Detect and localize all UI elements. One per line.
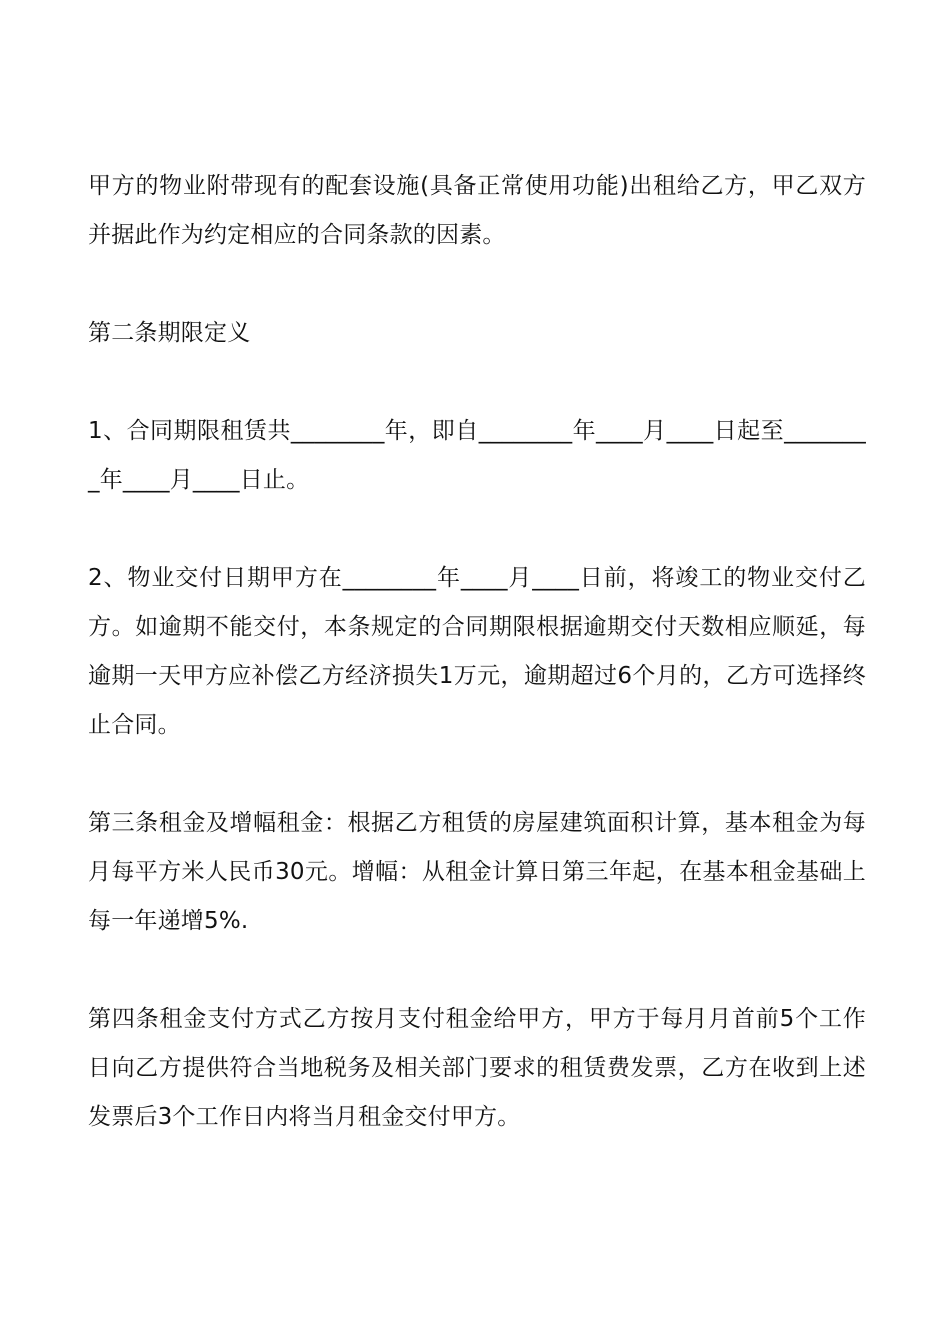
- paragraph-facilities: 甲方的物业附带现有的配套设施(具备正常使用功能)出租给乙方，甲乙双方并据此作为约定相应的合同条款的因素。: [88, 173, 866, 248]
- paragraph-delivery-date: 2、物业交付日期甲方在________年____月____日前，将竣工的物业交付乙方。如逾期不能交付，本条规定的合同期限根据逾期交付天数相应顺延，每逾期一天甲方应补偿乙方经济损失1万元，逾期超过6个月的，乙方可选择终止合同。: [88, 565, 866, 738]
- paragraph-lease-term: 1、合同期限租赁共________年，即自________年____月____日起至________年____月____日止。: [88, 418, 866, 493]
- document-body: [88, 162, 866, 1191]
- heading-article-2: 第二条期限定义: [88, 320, 251, 346]
- paragraph-article-4-payment: 第四条租金支付方式乙方按月支付租金给甲方，甲方于每月月首前5个工作日向乙方提供符合当地税务及相关部门要求的租赁费发票，乙方在收到上述发票后3个工作日内将当月租金交付甲方。: [88, 1006, 866, 1130]
- paragraph-article-3-rent: 第三条租金及增幅租金：根据乙方租赁的房屋建筑面积计算，基本租金为每月每平方米人民币30元。增幅：从租金计算日第三年起，在基本租金基础上每一年递增5%.: [88, 810, 866, 934]
